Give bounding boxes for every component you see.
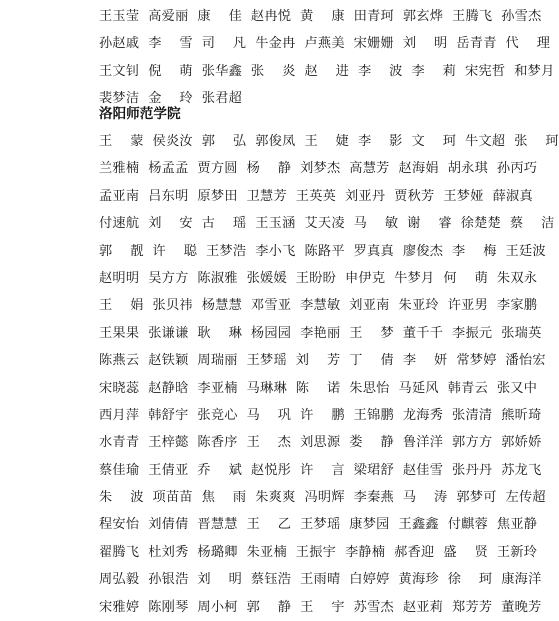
name-row: 宋雅婷 陈刚琴 周小柯 郭 静 王 宇 苏雪杰 赵亚莉 郑芳芳 董晚芳 <box>99 599 542 615</box>
name-row: 翟腾飞 杜刘秀 杨璐卿 朱亚楠 王振宇 李静楠 郝香迎 盛 贤 王新玲 <box>99 544 538 560</box>
name-row: 王文钊 倪 萌 张华鑫 张 炎 赵 进 李 波 李 莉 宋宪哲 和梦月 <box>99 63 555 79</box>
name-row: 水青青 王梓懿 陈香序 王 杰 刘思源 娄 静 鲁洋洋 郭方方 郭娇娇 <box>99 435 542 451</box>
name-row: 裴梦洁 金 玲 张君超 <box>99 91 243 107</box>
name-row: 付速航 刘 安 古 瑶 王玉涵 艾天凌 马 敏 谢 睿 徐楚楚 蔡 洁 <box>99 216 555 232</box>
name-list-luoyang-normal-university <box>99 128 559 621</box>
name-row: 兰雅楠 杨孟孟 贾方圆 杨 静 刘梦杰 高慧芳 赵海娟 胡永琪 孙丙巧 <box>99 161 538 177</box>
name-row: 王玉莹 高爱丽 康 佳 赵冉悦 黄 康 田青珂 郭玄烨 王腾飞 孙雪杰 <box>99 9 542 24</box>
name-row: 程安怡 刘倩倩 晋慧慧 王 乙 王梦瑶 康梦园 王鑫鑫 付麒蓉 焦亚静 <box>99 517 538 533</box>
name-row: 西月萍 韩舒宇 张竞心 马 巩 许 鹏 王锦鹏 龙海秀 张清清 熊昕琦 <box>99 407 542 423</box>
name-row: 孙赵戚 李 雪 司 凡 牛金冉 卢燕美 宋姗姗 刘 明 岳青青 代 理 <box>99 36 551 52</box>
name-row: 朱 波 项苗苗 焦 雨 朱爽爽 冯明辉 李秦燕 马 涛 郭梦可 左传超 <box>99 490 546 506</box>
name-row: 王果果 张谦谦 耿 琳 杨园园 李艳丽 王 梦 董千千 李振元 张瑞英 <box>99 325 542 341</box>
name-list-previous-section <box>99 3 555 113</box>
name-row: 王 蒙 侯炎汝 郭 弘 郭俊凤 王 婕 李 影 文 珂 牛文超 张 珂 <box>99 134 559 149</box>
name-row: 赵明明 吴方方 陈淑雅 张媛媛 王盼盼 申伊克 牛梦月 何 萌 朱双永 <box>99 270 538 286</box>
name-row: 蔡佳瑜 王倩亚 乔 斌 赵悦彤 许 言 梁珺舒 赵佳雪 张丹丹 苏龙飞 <box>99 462 542 478</box>
name-row: 王 娟 张贝祎 杨慧慧 邓雪亚 李慧敏 刘亚南 朱亚玲 许亚男 李家鹏 <box>99 298 538 314</box>
name-row: 陈燕云 赵铁颖 周瑞丽 王梦瑶 刘 芳 丁 倩 李 妍 常梦婷 潘怡宏 <box>99 353 546 369</box>
section-title: 洛阳师范学院 <box>99 106 181 122</box>
name-row: 郭 靓 许 聪 王梦浩 李小飞 陈路平 罗真真 廖俊杰 李 梅 王廷波 <box>99 243 546 259</box>
name-row: 孟亚南 吕东明 原梦田 卫慧芳 王英英 刘亚丹 贾秋芳 王梦娅 薛淑真 <box>99 188 533 204</box>
name-row: 周弘毅 孙银浩 刘 明 蔡钰浩 王雨晴 白婷婷 黄海珍 徐 珂 康海洋 <box>99 572 542 588</box>
name-row: 宋晓蕊 赵静晗 李亚楠 马琳琳 陈 诺 朱思怡 马延风 韩青云 张又中 <box>99 380 538 396</box>
